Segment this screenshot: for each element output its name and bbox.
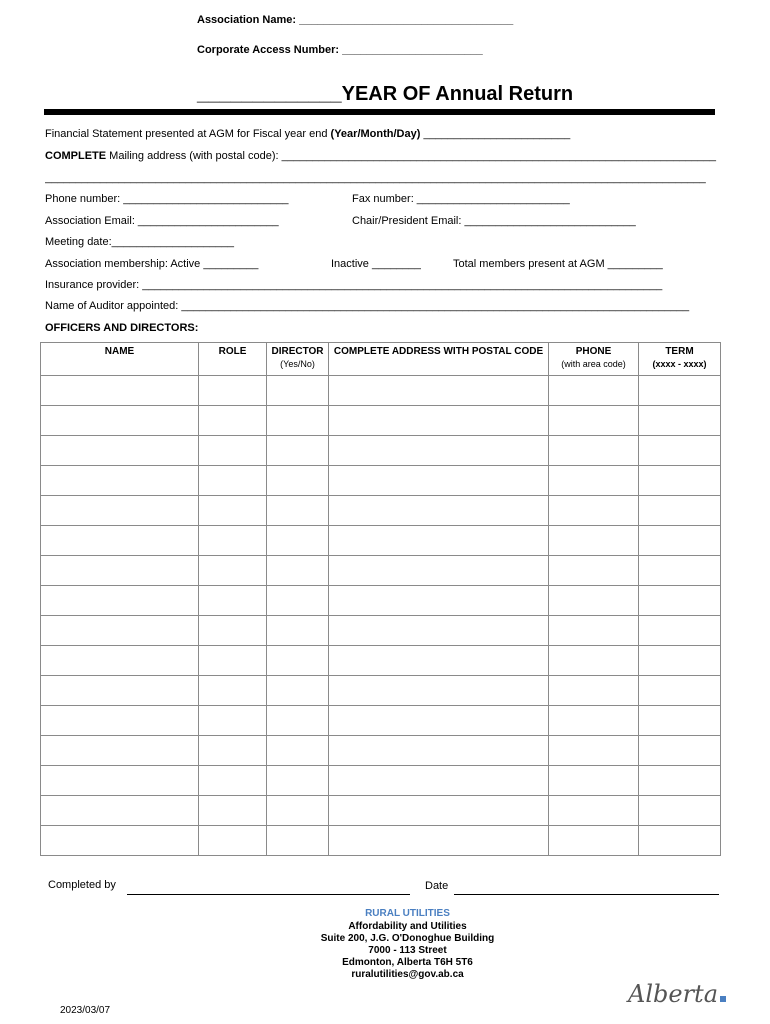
cell-role[interactable] xyxy=(199,796,267,826)
auditor-field[interactable]: Name of Auditor appointed: ___________________________________________________________________________________ xyxy=(45,300,690,312)
cell-term[interactable] xyxy=(639,706,721,736)
officers-table xyxy=(40,342,721,856)
mailing-address-label: Mailing address (with postal code): _______________________________________________________________________ xyxy=(106,150,716,162)
cell-term[interactable] xyxy=(639,646,721,676)
association-email-field[interactable]: Association Email: _______________________ xyxy=(45,215,279,227)
cell-phone[interactable] xyxy=(549,646,639,676)
cell-name[interactable] xyxy=(41,556,199,586)
cell-term[interactable] xyxy=(639,466,721,496)
cell-address[interactable] xyxy=(329,526,549,556)
cell-address[interactable] xyxy=(329,466,549,496)
cell-director[interactable] xyxy=(267,766,329,796)
cell-director[interactable] xyxy=(267,706,329,736)
total-members-field[interactable]: Total members present at AGM _________ xyxy=(453,258,663,270)
cell-director[interactable] xyxy=(267,796,329,826)
cell-role[interactable] xyxy=(199,826,267,856)
cell-term[interactable] xyxy=(639,826,721,856)
column-header-director: DIRECTOR (Yes/No) xyxy=(267,343,329,376)
form-title: _____________YEAR OF Annual Return xyxy=(197,83,574,105)
cell-address[interactable] xyxy=(329,706,549,736)
table-row xyxy=(41,466,721,496)
financial-statement-format: (Year/Month/Day) xyxy=(330,128,421,140)
column-header-term: TERM (xxxx - xxxx) xyxy=(639,343,721,376)
cell-phone[interactable] xyxy=(549,556,639,586)
cell-term[interactable] xyxy=(639,556,721,586)
cell-address[interactable] xyxy=(329,556,549,586)
association-name-field[interactable]: Association Name: ___________________________________ xyxy=(197,14,514,26)
table-row xyxy=(41,706,721,736)
table-row xyxy=(41,676,721,706)
cell-term[interactable] xyxy=(639,376,721,406)
cell-name[interactable] xyxy=(41,616,199,646)
cell-role[interactable] xyxy=(199,526,267,556)
cell-role[interactable] xyxy=(199,406,267,436)
table-row xyxy=(41,376,721,406)
cell-role[interactable] xyxy=(199,736,267,766)
cell-role[interactable] xyxy=(199,706,267,736)
financial-statement-label: Financial Statement presented at AGM for Fiscal year end xyxy=(45,128,331,140)
cell-director[interactable] xyxy=(267,526,329,556)
cell-director[interactable] xyxy=(267,406,329,436)
cell-phone[interactable] xyxy=(549,676,639,706)
column-subheader-director: (Yes/No) xyxy=(280,359,315,369)
cell-role[interactable] xyxy=(199,676,267,706)
cell-name[interactable] xyxy=(41,676,199,706)
cell-name[interactable] xyxy=(41,766,199,796)
insurance-provider-field[interactable]: Insurance provider: _____________________________________________________________________________________ xyxy=(45,279,663,291)
cell-director[interactable] xyxy=(267,646,329,676)
cell-term[interactable] xyxy=(639,766,721,796)
alberta-logo: Alberta xyxy=(628,980,726,1008)
meeting-date-field[interactable]: Meeting date:____________________ xyxy=(45,236,235,248)
cell-director[interactable] xyxy=(267,616,329,646)
cell-name[interactable] xyxy=(41,526,199,556)
cell-director[interactable] xyxy=(267,586,329,616)
column-header-role: ROLE xyxy=(199,343,267,376)
cell-address[interactable] xyxy=(329,586,549,616)
cell-name[interactable] xyxy=(41,646,199,676)
date-line[interactable] xyxy=(454,894,719,895)
cell-address[interactable] xyxy=(329,736,549,766)
cell-name[interactable] xyxy=(41,796,199,826)
financial-statement-blank[interactable]: ________________________ xyxy=(420,128,571,140)
financial-statement-field[interactable] xyxy=(45,128,570,140)
table-row xyxy=(41,796,721,826)
corporate-access-number-field[interactable]: Corporate Access Number: _______________________ xyxy=(197,44,483,56)
cell-phone[interactable] xyxy=(549,436,639,466)
table-row xyxy=(41,736,721,766)
column-subheader-phone: (with area code) xyxy=(561,359,626,369)
cell-phone[interactable] xyxy=(549,616,639,646)
footer-line-1: Affordability and Utilities xyxy=(348,921,467,932)
membership-active-field[interactable]: Association membership: Active _________ xyxy=(45,258,259,270)
cell-role[interactable] xyxy=(199,496,267,526)
cell-role[interactable] xyxy=(199,766,267,796)
title-divider xyxy=(44,109,715,115)
column-subheader-term: (xxxx - xxxx) xyxy=(652,359,707,369)
chair-email-field[interactable]: Chair/President Email: ____________________________ xyxy=(352,215,636,227)
cell-term[interactable] xyxy=(639,436,721,466)
cell-term[interactable] xyxy=(639,406,721,436)
completed-by-line[interactable] xyxy=(127,894,410,895)
logo-square-icon xyxy=(720,996,726,1002)
cell-phone[interactable] xyxy=(549,766,639,796)
cell-address[interactable] xyxy=(329,646,549,676)
cell-address[interactable] xyxy=(329,436,549,466)
cell-role[interactable] xyxy=(199,646,267,676)
cell-role[interactable] xyxy=(199,376,267,406)
cell-phone[interactable] xyxy=(549,406,639,436)
cell-role[interactable] xyxy=(199,466,267,496)
cell-phone[interactable] xyxy=(549,796,639,826)
cell-director[interactable] xyxy=(267,436,329,466)
table-row xyxy=(41,436,721,466)
cell-address[interactable] xyxy=(329,796,549,826)
footer-line-4: Edmonton, Alberta T6H 5T6 xyxy=(342,957,473,968)
table-row xyxy=(41,766,721,796)
cell-term[interactable] xyxy=(639,586,721,616)
mailing-address-field[interactable] xyxy=(45,150,716,162)
cell-name[interactable] xyxy=(41,466,199,496)
cell-term[interactable] xyxy=(639,796,721,826)
cell-term[interactable] xyxy=(639,616,721,646)
cell-phone[interactable] xyxy=(549,826,639,856)
table-row xyxy=(41,496,721,526)
cell-name[interactable] xyxy=(41,376,199,406)
cell-address[interactable] xyxy=(329,766,549,796)
fax-number-field[interactable]: Fax number: _________________________ xyxy=(352,193,570,205)
completed-by-label: Completed by xyxy=(48,879,116,891)
mailing-address-emphasis: COMPLETE xyxy=(45,150,107,162)
cell-name[interactable] xyxy=(41,826,199,856)
cell-term[interactable] xyxy=(639,526,721,556)
table-row xyxy=(41,616,721,646)
cell-director[interactable] xyxy=(267,376,329,406)
column-header-name: NAME xyxy=(41,343,199,376)
cell-name[interactable] xyxy=(41,586,199,616)
cell-name[interactable] xyxy=(41,406,199,436)
table-header-row xyxy=(41,343,721,376)
cell-address[interactable] xyxy=(329,376,549,406)
cell-role[interactable] xyxy=(199,616,267,646)
table-row xyxy=(41,826,721,856)
cell-director[interactable] xyxy=(267,826,329,856)
table-row xyxy=(41,586,721,616)
footer-line-3: 7000 - 113 Street xyxy=(368,945,447,956)
cell-address[interactable] xyxy=(329,676,549,706)
footer-dept: RURAL UTILITIES xyxy=(365,908,450,919)
cell-director[interactable] xyxy=(267,676,329,706)
form-date: 2023/03/07 xyxy=(60,1005,111,1016)
cell-role[interactable] xyxy=(199,436,267,466)
phone-number-field[interactable]: Phone number: ___________________________ xyxy=(45,193,289,205)
cell-phone[interactable] xyxy=(549,466,639,496)
cell-term[interactable] xyxy=(639,496,721,526)
cell-director[interactable] xyxy=(267,466,329,496)
membership-inactive-field[interactable]: Inactive ________ xyxy=(331,258,421,270)
cell-phone[interactable] xyxy=(549,586,639,616)
date-label: Date xyxy=(425,880,449,892)
footer-line-2: Suite 200, J.G. O'Donoghue Building xyxy=(320,933,495,944)
cell-phone[interactable] xyxy=(549,376,639,406)
footer-email[interactable]: ruralutilities@gov.ab.ca xyxy=(351,969,464,980)
cell-phone[interactable] xyxy=(549,526,639,556)
table-row xyxy=(41,646,721,676)
column-header-phone: PHONE (with area code) xyxy=(549,343,639,376)
cell-director[interactable] xyxy=(267,556,329,586)
cell-phone[interactable] xyxy=(549,736,639,766)
table-row xyxy=(41,406,721,436)
cell-term[interactable] xyxy=(639,676,721,706)
cell-address[interactable] xyxy=(329,616,549,646)
cell-phone[interactable] xyxy=(549,706,639,736)
cell-director[interactable] xyxy=(267,496,329,526)
table-row xyxy=(41,526,721,556)
table-row xyxy=(41,556,721,586)
cell-address[interactable] xyxy=(329,406,549,436)
mailing-address-line-2[interactable]: ____________________________________________________________________________________________________________ xyxy=(45,172,706,184)
cell-name[interactable] xyxy=(41,496,199,526)
cell-role[interactable] xyxy=(199,586,267,616)
officers-heading: OFFICERS AND DIRECTORS: xyxy=(45,322,199,334)
cell-address[interactable] xyxy=(329,826,549,856)
cell-director[interactable] xyxy=(267,736,329,766)
cell-role[interactable] xyxy=(199,556,267,586)
cell-name[interactable] xyxy=(41,736,199,766)
cell-term[interactable] xyxy=(639,736,721,766)
column-header-address: COMPLETE ADDRESS WITH POSTAL CODE xyxy=(329,343,549,376)
cell-phone[interactable] xyxy=(549,496,639,526)
cell-name[interactable] xyxy=(41,436,199,466)
cell-address[interactable] xyxy=(329,496,549,526)
cell-name[interactable] xyxy=(41,706,199,736)
